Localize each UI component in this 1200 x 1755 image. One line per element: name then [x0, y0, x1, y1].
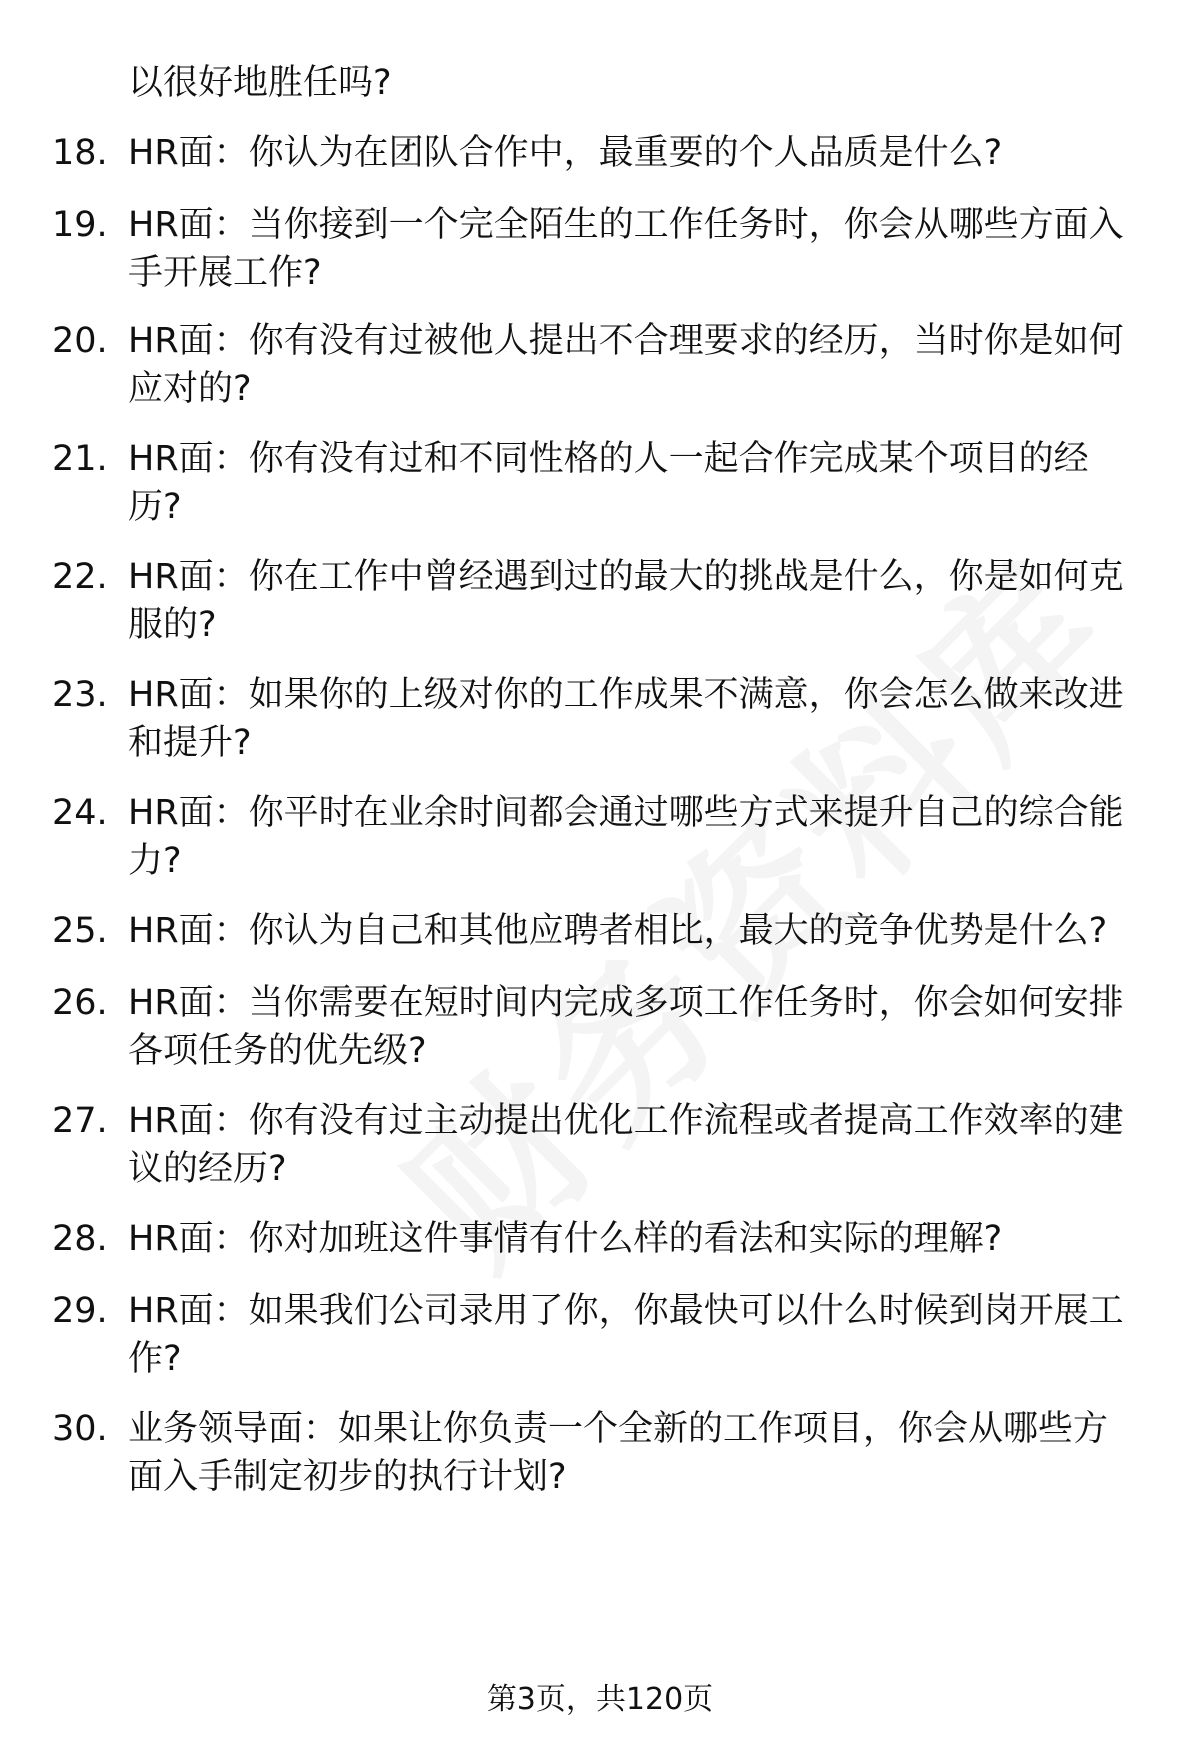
question-number: 30.: [52, 1409, 108, 1449]
question-text-line: 业务领导面：如果让你负责一个全新的工作项目，你会从哪些方: [128, 1409, 1109, 1449]
page-number-footer: 第3页，共120页: [486, 1682, 714, 1717]
question-text-line: 和提升?: [128, 723, 252, 763]
question-number: 18.: [52, 133, 108, 173]
question-text-line: 手开展工作?: [128, 253, 322, 293]
question-text-line: 应对的?: [128, 369, 252, 409]
question-text-line: HR面：你认为在团队合作中，最重要的个人品质是什么?: [128, 133, 1003, 173]
question-text-line: HR面：当你需要在短时间内完成多项工作任务时，你会如何安排: [128, 983, 1124, 1023]
question-text-line: 议的经历?: [128, 1149, 287, 1189]
question-text-line: HR面：如果我们公司录用了你，你最快可以什么时候到岗开展工: [128, 1291, 1124, 1331]
question-number: 29.: [52, 1291, 108, 1331]
question-text-line: 各项任务的优先级?: [128, 1031, 427, 1071]
watermark: [345, 498, 1155, 1308]
question-number: 26.: [52, 983, 108, 1023]
question-text-line: HR面：当你接到一个完全陌生的工作任务时，你会从哪些方面入: [128, 205, 1124, 245]
question-text-line: HR面：你在工作中曾经遇到过的最大的挑战是什么，你是如何克: [128, 557, 1124, 597]
question-text-line: 面入手制定初步的执行计划?: [128, 1457, 567, 1497]
question-number: 19.: [52, 205, 108, 245]
question-text-line: HR面：你对加班这件事情有什么样的看法和实际的理解?: [128, 1219, 1003, 1259]
question-number: 23.: [52, 675, 108, 715]
question-text-line: HR面：如果你的上级对你的工作成果不满意，你会怎么做来改进: [128, 675, 1124, 715]
question-number: 21.: [52, 439, 108, 479]
question-text-line: HR面：你有没有过被他人提出不合理要求的经历，当时你是如何: [128, 321, 1124, 361]
question-number: 22.: [52, 557, 108, 597]
continued-question-text: 以很好地胜任吗?: [128, 63, 392, 103]
question-number: 27.: [52, 1101, 108, 1141]
question-text-line: HR面：你认为自己和其他应聘者相比，最大的竞争优势是什么?: [128, 911, 1108, 951]
question-text-line: 作?: [128, 1339, 182, 1379]
question-text-line: 服的?: [128, 605, 217, 645]
question-number: 28.: [52, 1219, 108, 1259]
question-text-line: HR面：你有没有过主动提出优化工作流程或者提高工作效率的建: [128, 1101, 1124, 1141]
question-text-line: 历?: [128, 487, 182, 527]
question-text-line: 力?: [128, 841, 182, 881]
question-text-line: HR面：你平时在业余时间都会通过哪些方式来提升自己的综合能: [128, 793, 1124, 833]
question-number: 24.: [52, 793, 108, 833]
question-text-line: HR面：你有没有过和不同性格的人一起合作完成某个项目的经: [128, 439, 1089, 479]
question-number: 20.: [52, 321, 108, 361]
question-number: 25.: [52, 911, 108, 951]
